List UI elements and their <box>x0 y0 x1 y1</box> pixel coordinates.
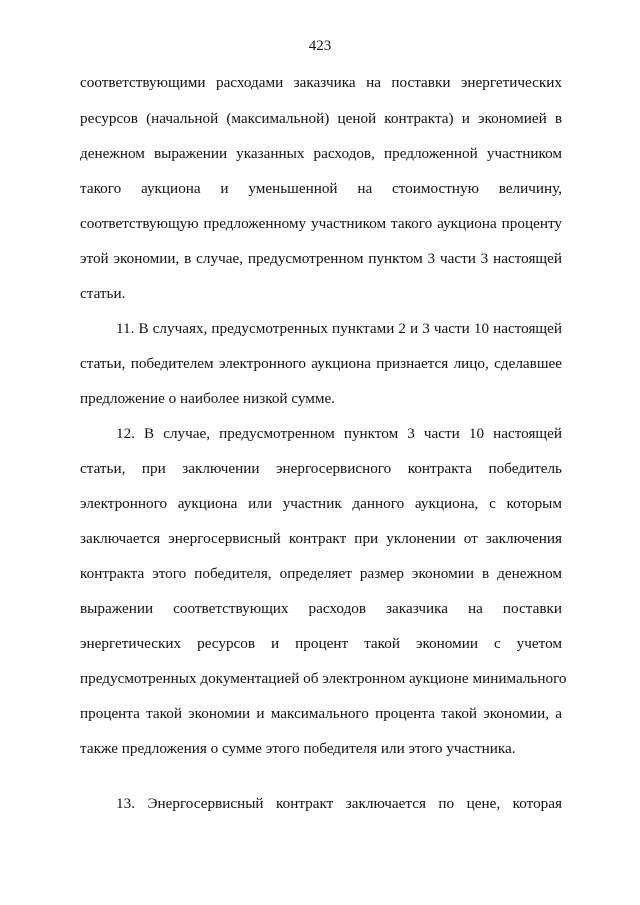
text-line: такого аукциона и уменьшенной на стоимостную величину, <box>80 180 562 197</box>
text-line: контракта этого победителя, определяет размер экономии в денежном <box>80 565 562 582</box>
text-line: соответствующими расходами заказчика на поставки энергетических <box>80 74 562 91</box>
text-line: денежном выражении указанных расходов, предложенной участником <box>80 145 562 162</box>
text-line: 12. В случае, предусмотренном пунктом 3 части 10 настоящей <box>116 425 562 442</box>
text-line: статьи. <box>80 285 126 302</box>
text-line: электронного аукциона или участник данного аукциона, с которым <box>80 495 562 512</box>
text-line: процента такой экономии и максимального процента такой экономии, а <box>80 705 562 722</box>
text-line: ресурсов (начальной (максимальной) ценой контракта) и экономией в <box>80 110 562 127</box>
page-number: 423 <box>308 38 332 54</box>
text-line: заключается энергосервисный контракт при уклонении от заключения <box>80 530 562 547</box>
text-line: предусмотренных документацией об электронном аукционе минимального <box>80 670 567 687</box>
text-line: 11. В случаях, предусмотренных пунктами 2 и 3 части 10 настоящей <box>116 320 562 337</box>
text-line: 13. Энергосервисный контракт заключается по цене, которая <box>116 795 562 812</box>
text-line: статьи, победителем электронного аукциона признается лицо, сделавшее <box>80 355 562 372</box>
text-line: статьи, при заключении энергосервисного контракта победитель <box>80 460 562 477</box>
text-line: предложение о наиболее низкой сумме. <box>80 390 336 407</box>
text-line: выражении соответствующих расходов заказчика на поставки <box>80 600 562 617</box>
text-line: соответствующую предложенному участником такого аукциона проценту <box>80 215 562 232</box>
text-line: энергетических ресурсов и процент такой экономии с учетом <box>80 635 562 652</box>
text-line: этой экономии, в случае, предусмотренном пунктом 3 части 3 настоящей <box>80 250 562 267</box>
text-line: также предложения о сумме этого победителя или этого участника. <box>80 740 516 757</box>
